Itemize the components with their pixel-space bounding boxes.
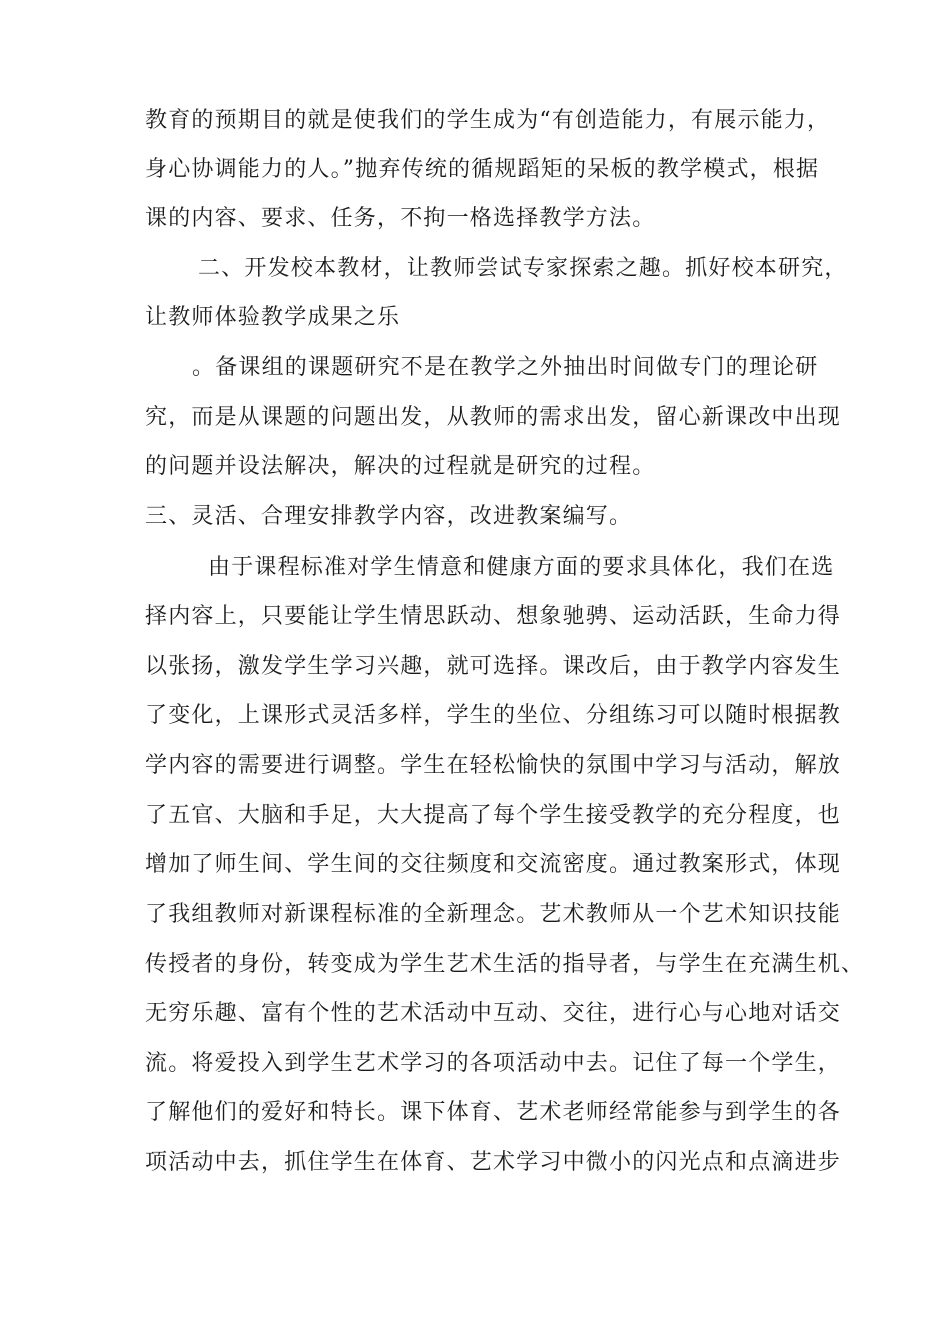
text-line: 的问题并设法解决，解决的过程就是研究的过程。 xyxy=(145,454,656,479)
text-line: 课的内容、要求、任务，不拘一格选择教学方法。 xyxy=(145,206,656,231)
text-line: 学内容的需要进行调整。学生在轻松愉快的氛围中学习与活动，解放 xyxy=(145,753,842,778)
text-line: 了五官、大脑和手足，大大提高了每个学生接受教学的充分程度，也 xyxy=(145,803,842,828)
text-line: 以张扬，激发学生学习兴趣，就可选择。课改后，由于教学内容发生 xyxy=(145,654,842,679)
text-line: 了我组教师对新课程标准的全新理念。艺术教师从一个艺术知识技能 xyxy=(145,902,842,927)
text-line: 择内容上，只要能让学生情思跃动、想象驰骋、运动活跃，生命力得 xyxy=(145,604,842,629)
text-line: 增加了师生间、学生间的交往频度和交流密度。通过教案形式，体现 xyxy=(145,852,842,877)
section-heading-2: 二、开发校本教材，让教师尝试专家探索之趣。抓好校本研究， xyxy=(198,256,848,281)
section-heading-3: 三、灵活、合理安排教学内容，改进教案编写。 xyxy=(145,504,633,529)
text-line: 无穷乐趣、富有个性的艺术活动中互动、交往，进行心与心地对话交 xyxy=(145,1001,842,1026)
text-line: 教育的预期目的就是使我们的学生成为“有创造能力，有展示能力， xyxy=(145,108,831,133)
text-line: 。备课组的课题研究不是在教学之外抽出时间做专门的理论研 xyxy=(192,355,819,380)
text-line: 传授者的身份，转变成为学生艺术生活的指导者，与学生在充满生机、 xyxy=(145,952,865,977)
text-line: 由于课程标准对学生情意和健康方面的要求具体化，我们在选 xyxy=(208,555,835,580)
text-line: 了变化，上课形式灵活多样，学生的坐位、分组练习可以随时根据教 xyxy=(145,703,842,728)
text-line: 身心协调能力的人。”抛弃传统的循规蹈矩的呆板的教学模式，根据 xyxy=(145,157,820,182)
text-line: 让教师体验教学成果之乐 xyxy=(145,305,401,330)
text-line: 流。将爱投入到学生艺术学习的各项活动中去。记住了每一个学生， xyxy=(145,1051,842,1076)
text-line: 项活动中去，抓住学生在体育、艺术学习中微小的闪光点和点滴进步 xyxy=(145,1150,842,1175)
text-line: 究，而是从课题的问题出发，从教师的需求出发，留心新课改中出现 xyxy=(145,405,842,430)
text-line: 了解他们的爱好和特长。课下体育、艺术老师经常能参与到学生的各 xyxy=(145,1100,842,1125)
